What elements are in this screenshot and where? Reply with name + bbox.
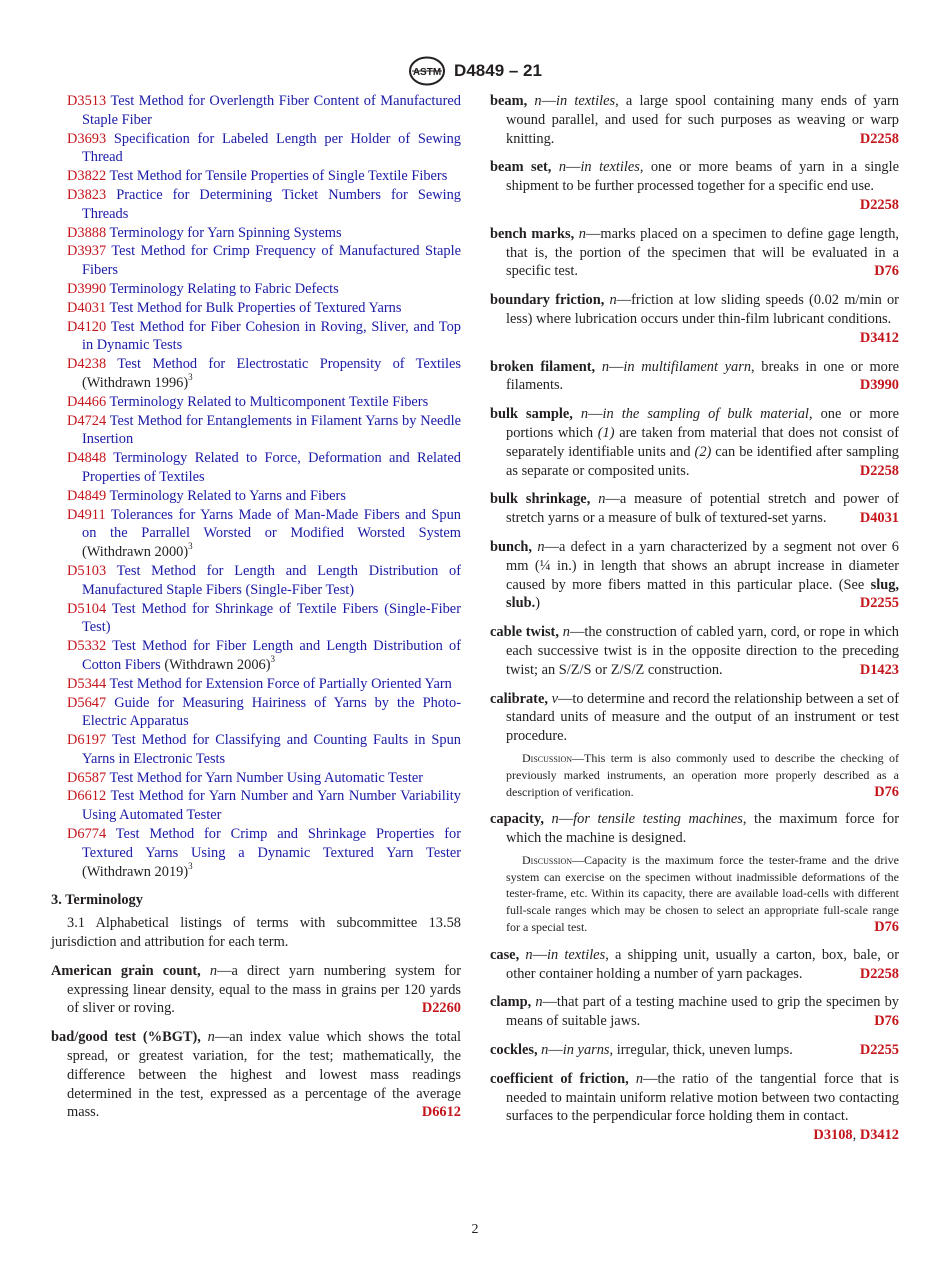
withdrawn-note: (Withdrawn 2000) (82, 544, 189, 561)
reference-title-link[interactable]: Test Method for Length and Length Distribution of Manufactured Staple Fibers (Single-Fiber Test) (82, 562, 461, 598)
reference-code-link[interactable]: D6774 (67, 826, 107, 843)
reference-title-link[interactable]: Test Method for Extension Force of Partially Oriented Yarn (109, 675, 452, 692)
source-link[interactable]: D76 (874, 919, 899, 936)
section-intro: 3.1 Alphabetical listings of terms with subcommittee 13.58 jurisdiction and attribution for each term. (51, 915, 461, 951)
reference-code-link[interactable]: D5103 (67, 562, 107, 579)
reference-code-link[interactable]: D3888 (67, 224, 107, 241)
left-column (51, 92, 461, 1132)
reference-item (51, 318, 461, 356)
reference-item (51, 487, 461, 506)
reference-title-link[interactable]: Test Method for Fiber Cohesion in Roving, Sliver, and Top in Dynamic Tests (82, 318, 461, 354)
footnote-marker: 3 (188, 372, 193, 383)
term-bulk-sample: bulk sample, n—in the sampling of bulk material, one or more portions which (1) are taken from material that does not consist of separately identifiable units and (2) can be identified after sampling as separate or composited units. D2258 (490, 406, 900, 479)
discussion-calibrate: Discussion—This term is also commonly used to describe the checking of previously marked instruments, an operation more properly described as a description of verification. D76 (506, 750, 899, 800)
page-number: 2 (471, 1222, 479, 1237)
reference-item (51, 412, 461, 450)
reference-title-link[interactable]: Test Method for Yarn Number Using Automatic Tester (109, 769, 424, 786)
reference-item (51, 506, 461, 562)
reference-code-link[interactable]: D6197 (67, 732, 107, 749)
source-link[interactable]: D3412 (859, 329, 899, 346)
source-link[interactable]: D1423 (859, 661, 899, 678)
reference-code-link[interactable]: D6587 (67, 769, 107, 786)
reference-title-link[interactable]: Terminology Related to Multicomponent Textile Fibers (109, 393, 429, 410)
term-coefficient-of-friction: coefficient of friction, n—the ratio of the tangential force that is needed to maintain uniform relative motion between two contacting surfaces to the perpendicular force holding them in contact. D3108, D3412 (490, 1070, 899, 1144)
reference-title-link[interactable]: Test Method for Overlength Fiber Content of Manufactured Staple Fiber (82, 93, 461, 128)
reference-code-link[interactable]: D3822 (67, 168, 107, 185)
reference-code-link[interactable]: D4849 (67, 487, 107, 504)
footnote-marker: 3 (188, 860, 193, 871)
reference-code-link[interactable]: D3990 (67, 280, 107, 297)
reference-item (51, 731, 461, 769)
footnote-marker: 3 (270, 654, 275, 665)
terms-left (51, 962, 461, 1122)
discussion-capacity: Discussion—Capacity is the maximum force the tester-frame and the drive system can exercise on the specimen without inadmissible deformations of the tester-frame, etc. Within its capacity, there are available load-cells with different full-scale ranges which may be chosen to select an appropriate full-scale range for a special test. D76 (506, 852, 899, 936)
term-case: case, n—in textiles, a shipping unit, usually a carton, box, bale, or other container holding a number of yarn packages. D2258 (490, 946, 900, 982)
reference-title-link[interactable]: Specification for Labeled Length per Holder of Sewing Thread (82, 130, 461, 166)
reference-title-link[interactable]: Test Method for Shrinkage of Textile Fibers (Single-Fiber Test) (82, 600, 461, 636)
reference-code-link[interactable]: D3513 (67, 93, 107, 109)
term-beam: beam, n—in textiles, a large spool containing many ends of yarn wound parallel, and used for such purposes as weaving or warp knitting. D2258 (490, 93, 900, 147)
reference-title-link[interactable]: Terminology Relating to Fabric Defects (109, 280, 339, 297)
reference-code-link[interactable]: D4120 (67, 318, 107, 335)
withdrawn-note: (Withdrawn 2006) (164, 656, 271, 673)
reference-item (51, 167, 461, 186)
logo-text: ASTM (412, 67, 442, 78)
right-column (490, 92, 899, 1155)
term-entry: bad/good test (%BGT), n—an index value which shows the total spread, or greatest variation, for the test; mathematically, the difference between the highest and lowest mass readings determined in the test, expressed as a percentage of the average mass. D6612 (51, 1029, 461, 1121)
reference-item (51, 224, 461, 243)
referenced-documents-list (51, 92, 461, 881)
reference-code-link[interactable]: D3937 (67, 243, 107, 260)
source-link[interactable]: D3990 (859, 377, 899, 394)
reference-code-link[interactable]: D4466 (67, 393, 107, 410)
reference-item (51, 675, 461, 694)
reference-item (51, 637, 461, 675)
source-link[interactable]: D2258 (859, 130, 899, 147)
reference-title-link[interactable]: Test Method for Tensile Properties of Single Textile Fibers (109, 168, 448, 185)
reference-title-link[interactable]: Terminology for Yarn Spinning Systems (109, 224, 342, 241)
reference-title-link[interactable]: Terminology Related to Yarns and Fibers (109, 487, 346, 504)
source-link[interactable]: D2255 (859, 1042, 899, 1059)
reference-title-link[interactable]: Test Method for Electrostatic Propensity of Textiles (117, 356, 461, 373)
reference-code-link[interactable]: D5647 (67, 694, 107, 711)
reference-code-link[interactable]: D4031 (67, 299, 107, 316)
withdrawn-note: (Withdrawn 1996) (82, 374, 189, 391)
reference-item (51, 130, 461, 168)
reference-code-link[interactable]: D5104 (67, 600, 107, 617)
reference-title-link[interactable]: Test Method for Crimp Frequency of Manufactured Staple Fibers (82, 243, 461, 279)
term-bunch: bunch, n—a defect in a yarn characterized by a segment not over 6 mm (¼ in.) in length that shows an abrupt increase in diameter caused by more fibers matted in this particular place. (See slug, slub.) D2255 (490, 538, 899, 612)
term-cockles: cockles, n—in yarns, irregular, thick, uneven lumps. D2255 (490, 1042, 899, 1059)
reference-item (51, 242, 461, 280)
term-bench-marks: bench marks, n—marks placed on a specimen to define gage length, that is, the portion of the specimen that will be evaluated in a specific test. D76 (490, 225, 899, 280)
reference-item (51, 355, 461, 393)
reference-title-link[interactable]: Test Method for Bulk Properties of Textured Yarns (109, 299, 402, 316)
footnote-marker: 3 (188, 541, 193, 552)
document-id: D4849 – 21 (454, 61, 542, 80)
reference-item (51, 280, 461, 299)
reference-item (51, 769, 461, 788)
reference-code-link[interactable]: D4724 (67, 412, 107, 429)
reference-item (51, 694, 461, 732)
section-title: 3. Terminology (51, 892, 143, 909)
astm-logo-icon (408, 56, 446, 86)
reference-item (51, 787, 461, 825)
source-link[interactable]: D4031 (859, 510, 899, 527)
reference-title-link[interactable]: Test Method for Classifying and Counting Faults in Spun Yarns in Electronic Tests (82, 732, 461, 767)
reference-item (51, 562, 461, 600)
reference-code-link[interactable]: D5344 (67, 675, 107, 692)
withdrawn-note: (Withdrawn 2019) (82, 863, 189, 880)
term-beam-set: beam set, n—in textiles, one or more beams of yarn in a single shipment to be further processed together for a specific end use. D2258 (490, 159, 899, 213)
reference-title-link[interactable]: Test Method for Fiber Length and Length Distribution of Cotton Fibers (82, 638, 461, 673)
reference-title-link[interactable]: Practice for Determining Ticket Numbers for Sewing Threads (82, 186, 461, 222)
reference-item (51, 299, 461, 318)
reference-title-link[interactable]: Test Method for Entanglements in Filament Yarns by Needle Insertion (82, 412, 461, 448)
term-cable-twist: cable twist, n—the construction of cabled yarn, cord, or rope in which each successive twist is in the opposite direction to the preceding twist; an S/Z/S or Z/S/Z construction. D1423 (490, 624, 899, 678)
reference-item (51, 825, 461, 881)
term-entry: American grain count, n—a direct yarn numbering system for expressing linear density, equal to the mass in grains per 120 yards of sliver or roving. D2260 (51, 962, 461, 1017)
term-capacity: capacity, n—for tensile testing machines, the maximum force for which the machine is designed. (490, 811, 899, 847)
reference-code-link[interactable]: D4848 (67, 450, 107, 467)
reference-title-link[interactable]: Tolerances for Yarns Made of Man-Made Fibers and Spun on the Parrallel Worsted or Modified Worsted System (82, 506, 461, 542)
source-link[interactable]: D76 (874, 1013, 899, 1030)
source-link[interactable]: D2258 (859, 965, 899, 982)
reference-item (51, 186, 461, 224)
reference-code-link[interactable]: D6612 (67, 788, 107, 805)
source-link[interactable]: D76 (874, 263, 899, 280)
source-link[interactable]: D6612 (421, 1104, 461, 1121)
source-link[interactable]: D2258 (859, 462, 899, 479)
reference-item (51, 92, 461, 130)
page-header (0, 56, 950, 86)
reference-title-link[interactable]: Test Method for Yarn Number and Yarn Number Variability Using Automated Tester (82, 788, 461, 824)
source-link[interactable]: D2260 (421, 1000, 461, 1017)
source-link[interactable]: D2258 (859, 196, 899, 213)
reference-title-link[interactable]: Guide for Measuring Hairiness of Yarns by the Photo-Electric Apparatus (82, 694, 461, 730)
reference-code-link[interactable]: D3693 (67, 130, 107, 147)
term-broken-filament: broken filament, n—in multifilament yarn, breaks in one or more filaments. D3990 (490, 358, 900, 394)
source-link[interactable]: D3412 (859, 1127, 899, 1144)
reference-code-link[interactable]: D5332 (67, 638, 107, 655)
reference-title-link[interactable]: Test Method for Crimp and Shrinkage Properties for Textured Yarns Using a Dynamic Textured Yarn Tester (82, 826, 461, 861)
term-bulk-shrinkage: bulk shrinkage, n—a measure of potential stretch and power of stretch yarns or a measure of bulk of textured-set yarns. D4031 (490, 491, 899, 527)
source-link[interactable]: D2255 (859, 595, 899, 612)
reference-item (51, 600, 461, 638)
term-calibrate: calibrate, v—to determine and record the relationship between a set of standard units of measure and the output of an instrument or test procedure. (490, 690, 899, 745)
reference-code-link[interactable]: D4911 (67, 506, 106, 523)
term-clamp: clamp, n—that part of a testing machine used to grip the specimen by means of suitable jaws. D76 (490, 994, 899, 1030)
source-link[interactable]: D76 (874, 783, 899, 800)
reference-item (51, 393, 461, 412)
reference-title-link[interactable]: Terminology Related to Force, Deformation and Related Properties of Textiles (82, 450, 462, 485)
source-link[interactable]: D3108 (813, 1127, 853, 1144)
reference-code-link[interactable]: D3823 (67, 186, 107, 203)
reference-item (51, 449, 461, 487)
term-boundary-friction: boundary friction, n—friction at low sliding speeds (0.02 m/min or less) where lubrication occurs under thin-film lubricant conditions. D3412 (490, 292, 899, 346)
reference-code-link[interactable]: D4238 (67, 356, 107, 373)
